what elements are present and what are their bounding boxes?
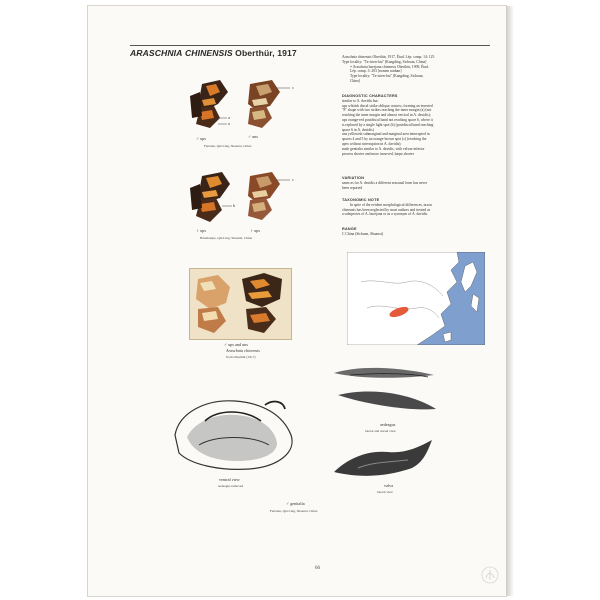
pointer-b: b <box>233 203 236 208</box>
genitalia-ventral-drawing <box>165 395 305 475</box>
variation-line: same as for A. davidis a different seasonal form has never <box>342 180 428 185</box>
reference-line: Type locality: "Ta-tsien-lou" [Kangding, Sichuan, China] <box>342 59 427 64</box>
diagnostic-line: apex without interruption in A. davidis); <box>342 141 402 146</box>
reference-line: = Araschnia burejana chinensis Oberthür, 1909, Étud. <box>350 64 430 69</box>
species-name: CHINENSIS <box>184 48 233 58</box>
taxonomic-note-line: chinensis has been neglected by most authors and treated as <box>342 207 431 212</box>
variation-block <box>342 176 492 190</box>
aedeagus-label: aedeagus <box>380 422 396 427</box>
reference-line: China] <box>350 78 361 83</box>
type-specimen-name: Araschnia chinensis <box>226 348 260 353</box>
taxonomic-note-line: In spite of the evident morphological differences, taxon <box>350 202 432 207</box>
variation-heading: VARIATION <box>342 176 365 180</box>
male-ups-label: ♂ ups <box>196 136 207 141</box>
pointer-a: a <box>228 115 230 120</box>
reference-line: Type locality: "Ta-tsien-lou" [Kangding, Sichuan, <box>350 74 424 79</box>
diagnostic-line: process shorter and more incurved, harpe shorter <box>342 151 414 156</box>
taxonomic-note-heading: TAXONOMIC NOTE <box>342 198 380 202</box>
specimen-pair-male <box>180 78 305 138</box>
diagnostic-heading: DIAGNOSTIC CHARACTERS <box>342 94 398 98</box>
diagnostic-line: male genitalia similar to A. davidis, with valvae inferior <box>342 146 425 151</box>
genitalia-locality: Fenxian, Qin Ling, Shaanxi, China <box>270 509 318 513</box>
genitalia-caption: ♂ genitalia <box>286 501 305 506</box>
diagnostic-block <box>342 94 492 156</box>
diagnostic-line: spaces 4 and 5 by an orange-brown spot (c) (reaching the <box>342 137 427 142</box>
diagnostic-line: "8" shape with two strikes reaching the inner margin (a) (not <box>342 108 432 113</box>
distribution-map <box>347 252 485 345</box>
diagnostic-line: is replaced by a single light spot (b) (postdiscal band reaching <box>342 122 434 127</box>
female-ups-specimen <box>190 172 230 222</box>
male-ups-specimen <box>190 80 228 128</box>
diagnostic-line: ups whitish discal strike oblique, narrow, forming an inverted <box>342 103 433 108</box>
publisher-logo-icon <box>481 566 499 584</box>
diagnostic-line: reaching the inner margin and almost vertical in A. davidis); <box>342 113 431 118</box>
type-specimen-label: ♂ ups and uns <box>224 342 248 347</box>
valva-view-note: lateral view <box>377 490 393 494</box>
specimen-locality: Fenxian, Qin Ling, Shaanxi, China <box>204 144 252 148</box>
range-block <box>342 227 492 237</box>
variation-line: been reported <box>342 185 363 190</box>
type-specimen-source: from Oberthür (1917) <box>226 355 256 359</box>
ventral-view-note: aedeagus removed <box>218 484 244 488</box>
diagnostic-line: uns yellowish submarginal and marginal area interrupted in <box>342 132 430 137</box>
aedeagus-drawing <box>330 365 440 425</box>
reference-line: Araschnia chinensis Oberthür, 1917, Étud. Lép. comp. 14: 125 <box>342 55 435 59</box>
type-specimen-plate <box>189 268 292 340</box>
female-uns-specimen <box>248 172 280 220</box>
range-heading: RANGE <box>342 227 357 231</box>
female-ups-label: ♀ ups <box>250 228 261 233</box>
ventral-view-label: ventral view <box>219 477 240 482</box>
page-edge-shadow <box>506 6 514 596</box>
type-specimen-illustration <box>190 269 291 339</box>
references-block <box>342 55 492 84</box>
range-line: C China (Sichuan, Shaanxi) <box>342 231 384 236</box>
male-uns-specimen <box>248 80 280 128</box>
specimen-pair-female <box>180 170 305 230</box>
pointer-c: c <box>292 85 294 90</box>
aedeagus-view-note: lateral and dorsal view <box>365 429 396 433</box>
valva-drawing <box>328 438 438 488</box>
diagnostic-line: similar to A. davidis but: <box>342 98 379 103</box>
reference-line: Lép. comp. 3: 203 [nomen nudum] <box>350 69 402 74</box>
diagnostic-line: ups orange-red postdiscal band not reaching space 6, where it <box>342 117 433 122</box>
taxonomic-note-line: a subspecies of A. burejana or as a synonym of A. davidis. <box>342 212 429 217</box>
genus-name: ARASCHNIA <box>130 48 183 58</box>
author-year: Oberthür, 1917 <box>235 48 297 58</box>
male-uns-label: ♂ uns <box>248 134 259 139</box>
title-rule <box>130 45 490 46</box>
species-title <box>130 48 297 58</box>
specimen-locality: Hanzhoujie, Qin Ling, Shaanxi, China <box>200 236 253 240</box>
page-number: 66 <box>315 566 320 571</box>
taxonomic-note-block <box>342 198 492 217</box>
diagnostic-line: space 6 in A. davidis) <box>342 127 374 132</box>
pointer-a: a <box>228 121 230 126</box>
pointer-c: c <box>292 177 294 182</box>
valva-label: valva <box>384 483 394 488</box>
female-ups-label: ♀ ups <box>196 228 207 233</box>
